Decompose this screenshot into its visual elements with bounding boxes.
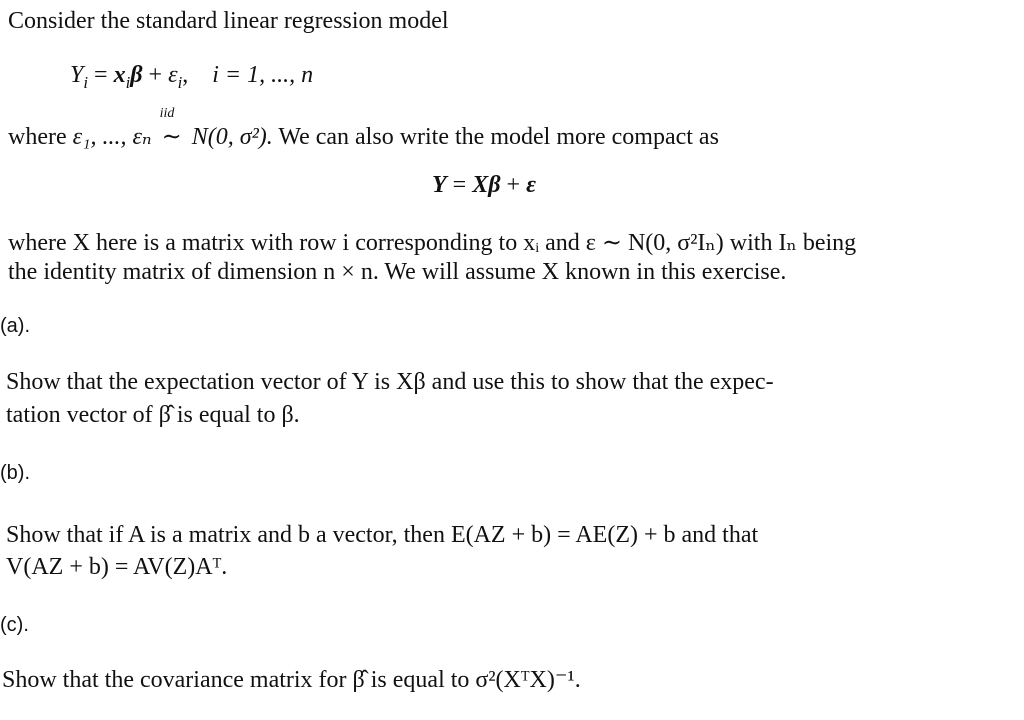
part-b-label: (b). (0, 462, 30, 484)
part-a-text-line1: Show that the expectation vector of Y is Xβ and use this to show that the expec- (6, 369, 774, 395)
where-prefix: where (8, 124, 67, 150)
matrix-description-line2: the identity matrix of dimension n × n. We will assume X known in this exercise. (8, 259, 787, 285)
part-a-text-line2: tation vector of β̂ is equal to β. (6, 402, 300, 428)
iid-label: iid (159, 106, 175, 121)
index-range: i = 1, ..., n (212, 62, 314, 88)
error-terms: ε₁, ..., εₙ (72, 124, 152, 150)
error-distribution-line: where ε₁, ..., εₙ iid ∼ N(0, σ²). We can also write the model more compact as (8, 106, 719, 150)
part-a-label: (a). (0, 315, 30, 337)
matrix-equation: Y = Xβ + ε (432, 172, 536, 198)
matrix-description-line1: where X here is a matrix with row i corresponding to xᵢ and ε ∼ N(0, σ²Iₙ) with Iₙ being (8, 230, 857, 256)
part-b-text-line2: V(AZ + b) = AV(Z)Aᵀ. (6, 554, 228, 580)
part-c-label: (c). (0, 614, 29, 636)
regression-equation: $Y_i = x_i\beta + \varepsilon_i$, i = 1, ..., n (70, 62, 314, 92)
part-c-text-line1: Show that the covariance matrix for β̂ is equal to σ²(XᵀX)⁻¹. (2, 667, 581, 693)
compact-text: We can also write the model more compact as (278, 124, 719, 150)
intro-line: Consider the standard linear regression model (8, 8, 449, 34)
normal-dist: N(0, σ²). (191, 124, 273, 150)
part-b-text-line1: Show that if A is a matrix and b a vector, then E(AZ + b) = AE(Z) + b and that (6, 522, 759, 548)
